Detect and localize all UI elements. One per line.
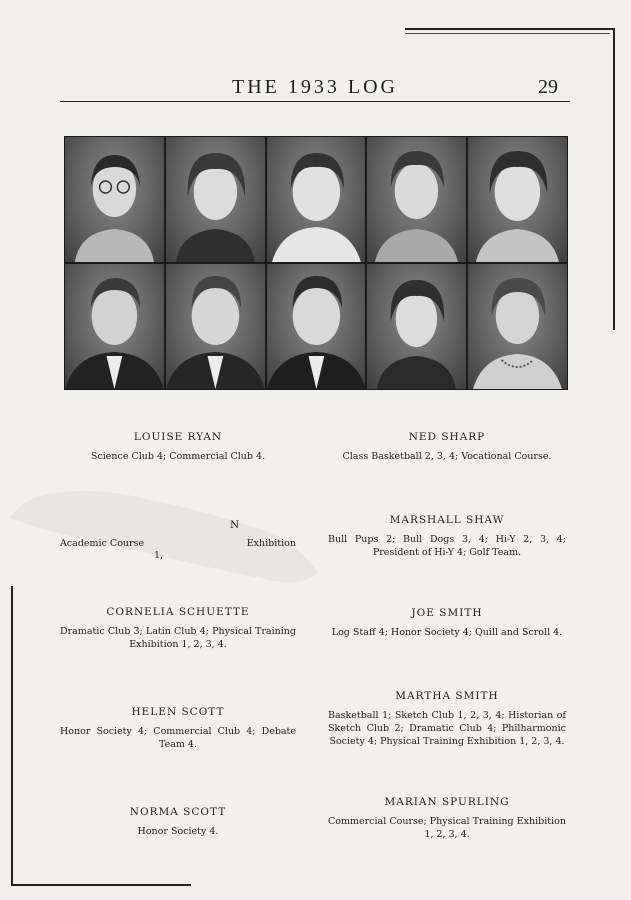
entry-ned-sharp [328,431,566,463]
portrait-photo [166,264,265,389]
student-name: JOE SMITH [411,607,483,619]
entry-louise-ryan [60,431,296,463]
student-activities: Science Club 4; Commercial Club 4. [90,451,266,462]
student-activities: Class Basketball 2, 3, 4; Vocational Course. [342,451,552,462]
page-number: 29 [538,76,558,98]
student-activities: Dramatic Club 3; Latin Club 4; Physical Training Exhibition 1, 2, 3, 4. [60,626,296,650]
frame-line-top [405,28,615,30]
portrait-photo [367,137,466,262]
student-activities: Honor Society 4; Commercial Club 4; Debate Team 4. [60,726,296,750]
student-activities-fragment: Academic Course [60,538,145,549]
entry-damaged [60,519,296,559]
frame-line-top-inner [405,33,610,34]
student-activities: Basketball 1; Sketch Club 1, 2, 3, 4; Historian of Sketch Club 2; Dramatic Club 4; Philharmonic Society 4; Physical Training Exhibition 1, 2, 3, 4. [328,710,566,747]
entry-marshall-shaw [328,514,566,559]
entry-marian-spurling [328,796,566,841]
portrait-photo [468,137,567,262]
entry-cornelia-schuette [60,606,296,651]
entry-joe-smith [328,607,566,639]
student-name: LOUISE RYAN [133,431,223,443]
portrait-photo [166,137,265,262]
student-activities-fragment: 1, [154,550,164,561]
student-name: NORMA SCOTT [129,806,227,818]
entry-martha-smith [328,690,566,748]
student-name: MARTHA SMITH [395,690,499,702]
student-name: CORNELIA SCHUETTE [106,606,250,618]
portrait-photo [65,264,164,389]
student-activities: Commercial Course; Physical Training Exhibition 1, 2, 3, 4. [328,816,566,840]
student-name: MARIAN SPURLING [384,796,510,808]
frame-line-bottom [11,884,191,886]
entry-norma-scott [60,806,296,838]
student-name: N [230,519,241,531]
portrait-photo [468,264,567,389]
frame-line-right [613,28,615,330]
student-activities: Log Staff 4; Honor Society 4; Quill and Scroll 4. [331,627,563,638]
student-activities: Honor Society 4. [137,826,219,837]
portrait-photo [65,137,164,262]
student-name: NED SHARP [408,431,486,443]
student-name: HELEN SCOTT [131,706,225,718]
student-activities: Bull Pups 2; Bull Dogs 3, 4; Hi-Y 2, 3, 4; President of Hi-Y 4; Golf Team. [328,534,566,558]
portrait-photo [267,264,366,389]
student-activities-fragment: Exhibition [246,538,296,549]
entry-helen-scott [60,706,296,751]
portrait-grid [64,136,568,390]
portrait-photo [367,264,466,389]
page-title: THE 1933 LOG [232,76,398,98]
header-rule [60,101,570,102]
student-name: MARSHALL SHAW [389,514,505,526]
portrait-photo [267,137,366,262]
frame-line-left [11,586,13,886]
